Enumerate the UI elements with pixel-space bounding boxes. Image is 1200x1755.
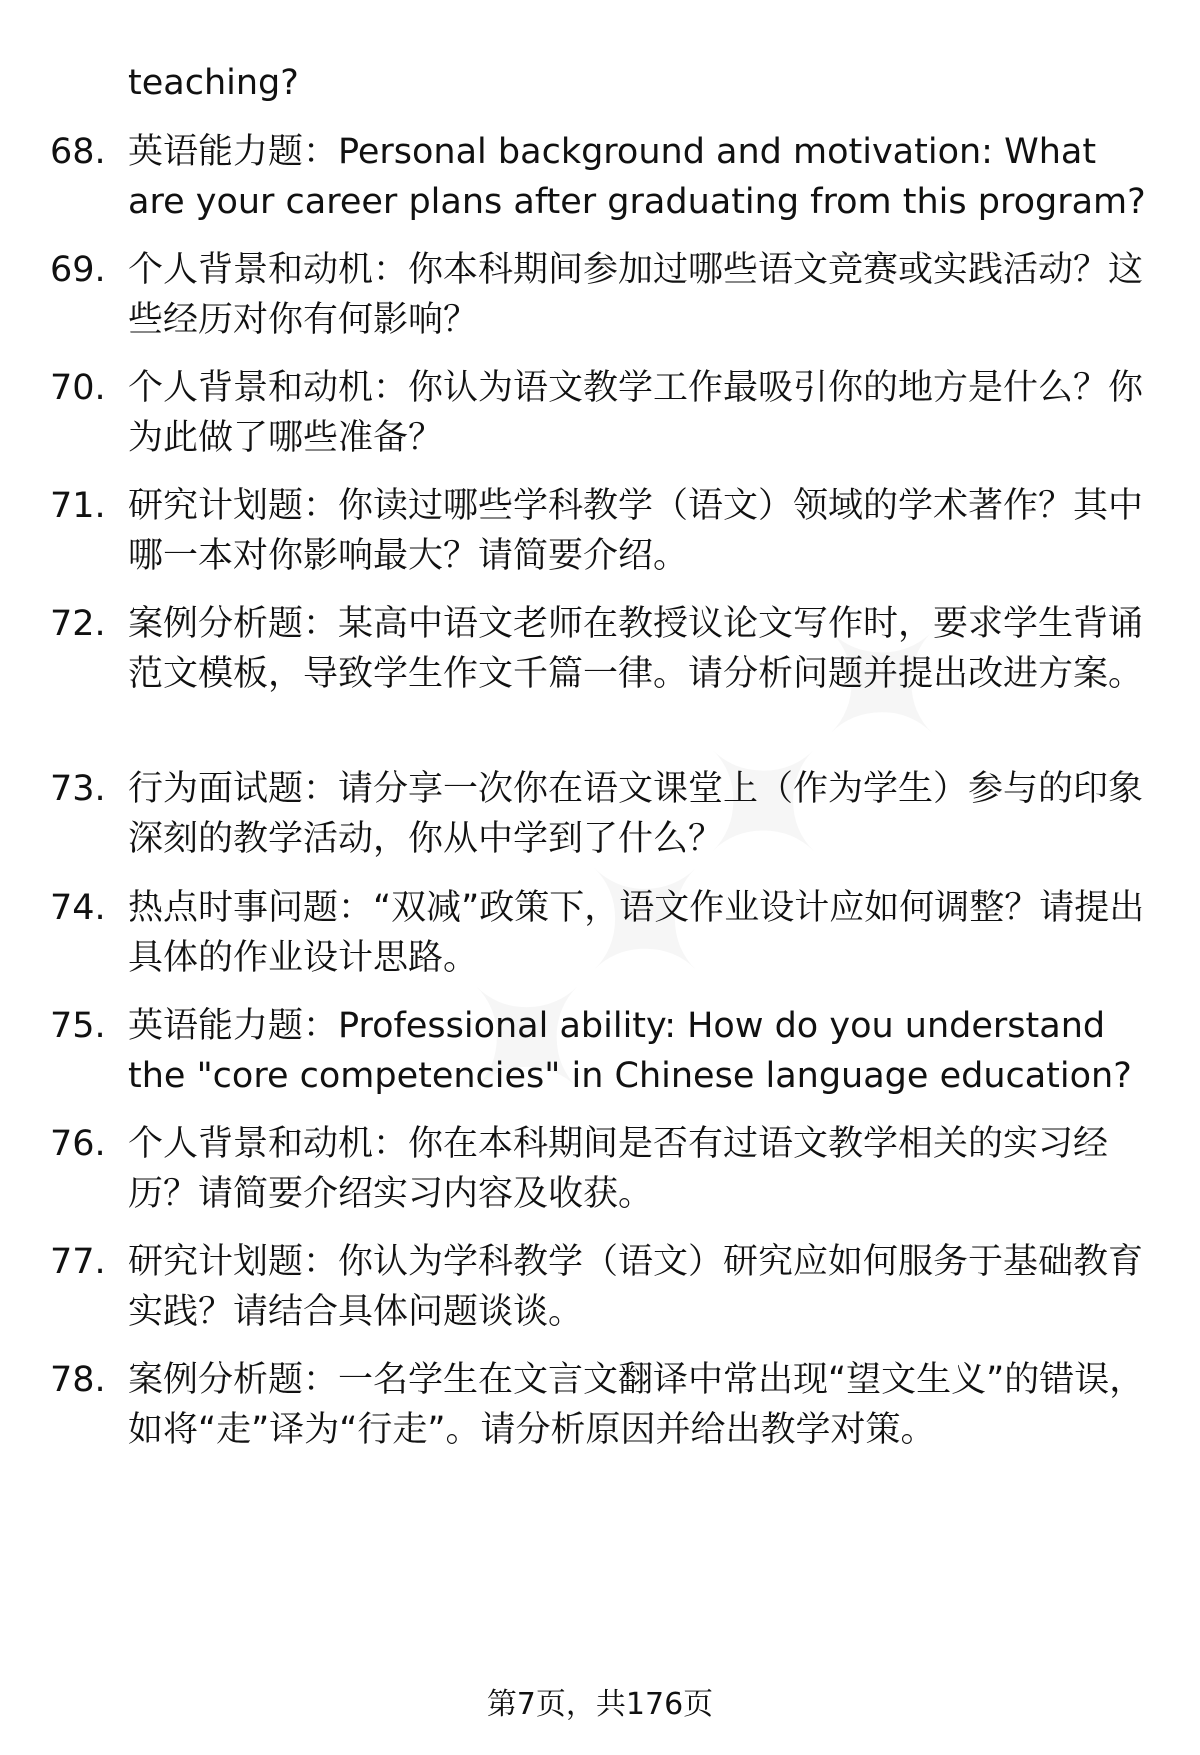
- question-number: 76.: [50, 1124, 106, 1164]
- question-number: 75.: [50, 1006, 106, 1046]
- question-number: 72.: [50, 604, 106, 644]
- question-text: 英语能力题：Personal background and motivation: What are your career plans after graduating from this program?: [128, 132, 1146, 222]
- question-text: 个人背景和动机：你认为语文教学工作最吸引你的地方是什么？你为此做了哪些准备？: [128, 368, 1144, 458]
- question-text: 个人背景和动机：你在本科期间是否有过语文教学相关的实习经历？请简要介绍实习内容及收获。: [128, 1124, 1109, 1214]
- question-number: 74.: [50, 888, 106, 928]
- question-number: 78.: [50, 1360, 106, 1400]
- question-text: 英语能力题：Professional ability: How do you understand the "core competencies" in Chinese language education?: [128, 1006, 1132, 1096]
- question-number: 73.: [50, 769, 106, 809]
- question-text: 研究计划题：你认为学科教学（语文）研究应如何服务于基础教育实践？请结合具体问题谈谈。: [128, 1242, 1144, 1332]
- question-text: 研究计划题：你读过哪些学科教学（语文）领域的学术著作？其中哪一本对你影响最大？请简要介绍。: [128, 486, 1144, 576]
- question-text: 个人背景和动机：你本科期间参加过哪些语文竞赛或实践活动？这些经历对你有何影响？: [128, 250, 1144, 340]
- question-number: 69.: [50, 250, 106, 290]
- question-number: 68.: [50, 132, 106, 172]
- question-text: 案例分析题：一名学生在文言文翻译中常出现“望文生义”的错误，如将“走”译为“行走”。请分析原因并给出教学对策。: [128, 1360, 1145, 1450]
- question-text: 案例分析题：某高中语文老师在教授议论文写作时，要求学生背诵范文模板，导致学生作文千篇一律。请分析问题并提出改进方案。: [128, 604, 1144, 694]
- question-number: 70.: [50, 368, 106, 408]
- question-number: 77.: [50, 1242, 106, 1282]
- question-text: 行为面试题：请分享一次你在语文课堂上（作为学生）参与的印象深刻的教学活动，你从中学到了什么？: [128, 769, 1144, 859]
- question-text: 热点时事问题：“双减”政策下，语文作业设计应如何调整？请提出具体的作业设计思路。: [128, 888, 1145, 978]
- question-number: 71.: [50, 486, 106, 526]
- continuation-text: teaching?: [128, 63, 299, 103]
- page-footer: 第7页，共176页: [486, 1687, 714, 1722]
